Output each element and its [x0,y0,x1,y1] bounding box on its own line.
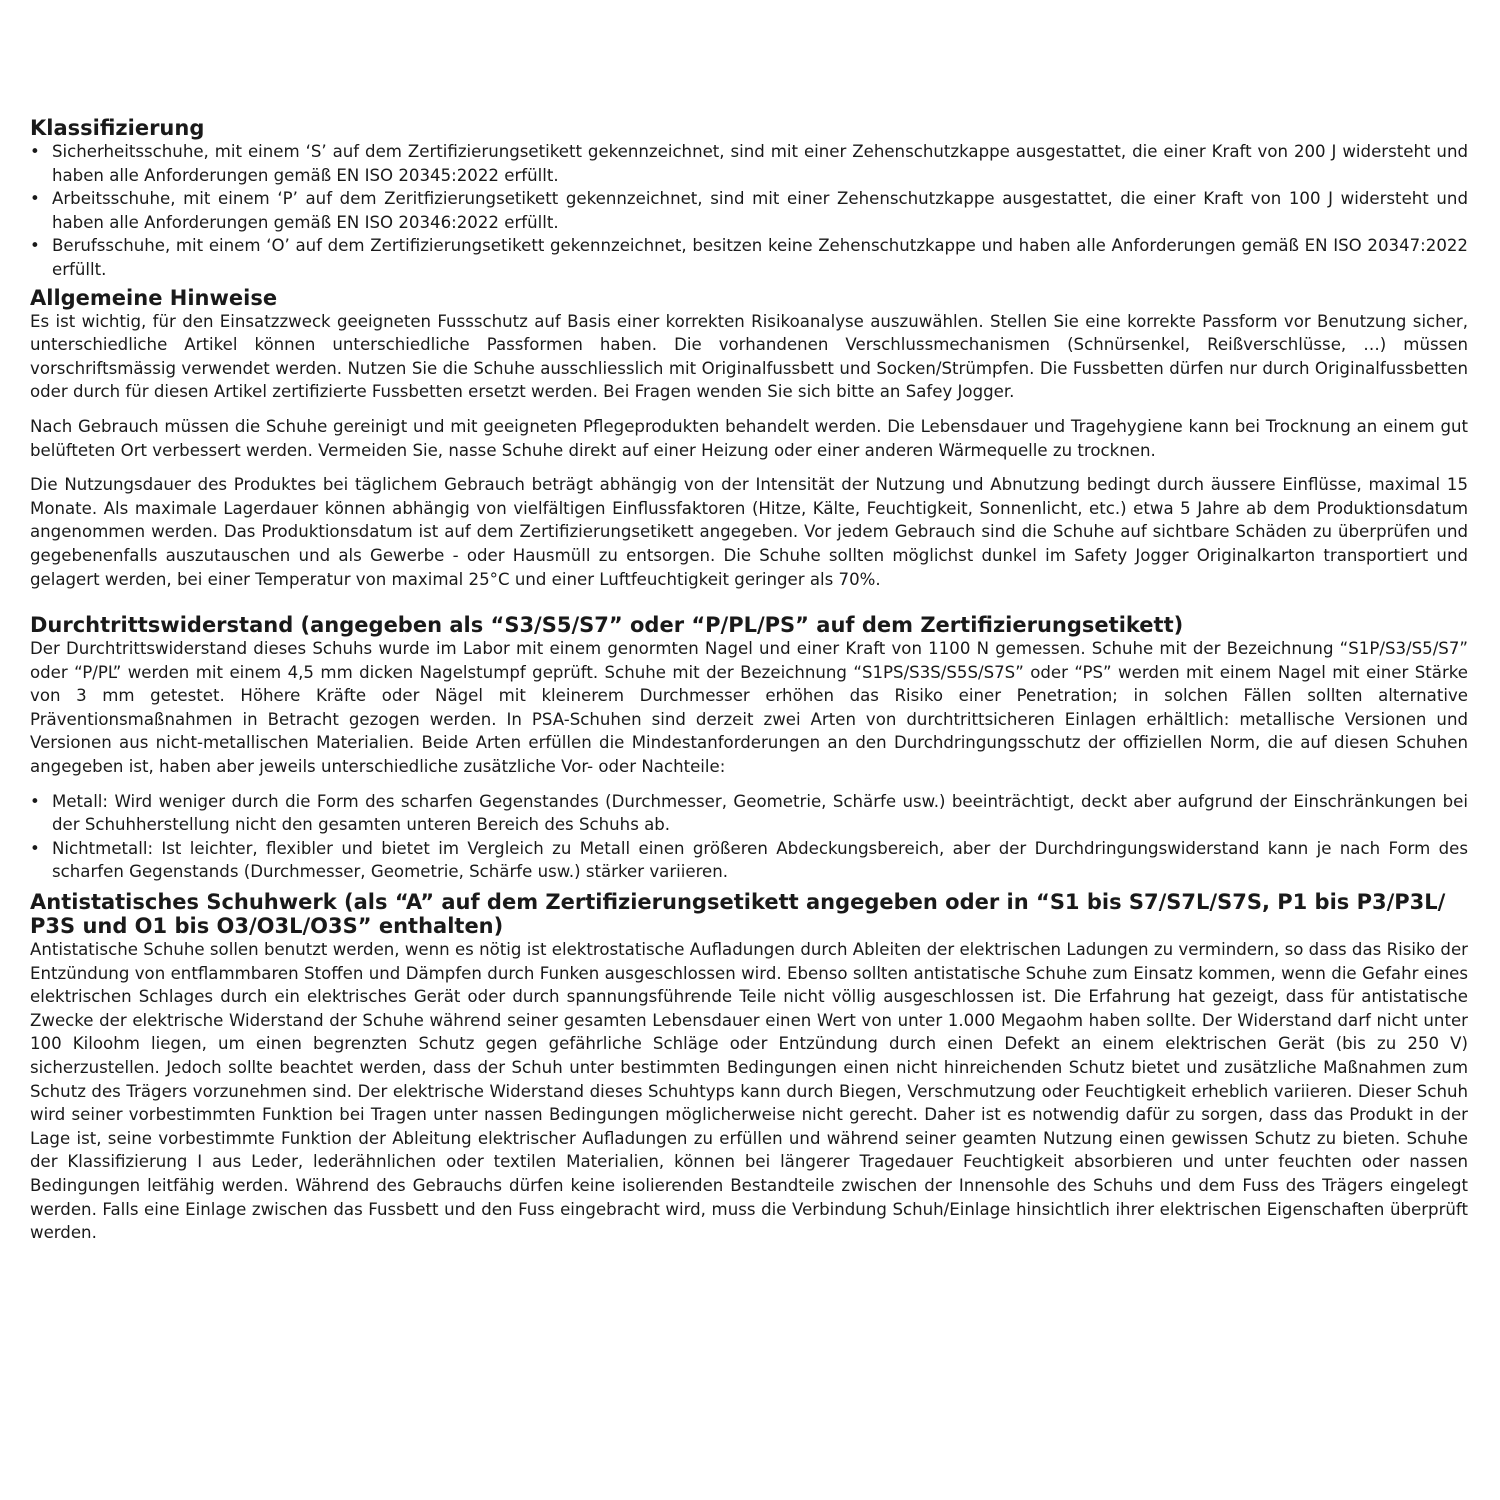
bullet-icon: • [30,791,40,811]
list-item [30,234,1468,281]
penetration-section [30,613,1468,884]
classification-list [30,140,1468,282]
penetration-heading: Durchtrittswiderstand (angegeben als “S3/S5/S7” oder “P/PL/PS” auf dem Zertifizierungsetikett) [30,613,1184,638]
list-item [30,790,1468,837]
general-notes-section [30,286,1468,592]
general-paragraph: Die Nutzungsdauer des Produktes bei täglichem Gebrauch beträgt abhängig von der Intensität der Nutzung und Abnutzung bedingt durch äussere Einflüsse, maximal 15 Monate. Als maximale Lagerdauer können abhängig von vielfältigen Einflussfaktoren (Hitze, Kälte, Feuchtigkeit, Sonnenlicht, etc.) etwa 5 Jahre ab dem Produktionsdatum angenommen werden. Das Produktionsdatum ist auf dem Zertifizierungsetikett angegeben. Vor jedem Gebrauch sind die Schuhe auf sichtbare Schäden zu überprüfen und gegebenenfalls auszutauschen und als Gewerbe - oder Hausmüll zu entsorgen. Die Schuhe sollten möglichst dunkel im Safety Jogger Originalkarton transportiert und gelagert werden, bei einer Temperatur von maximal 25°C und einer Luftfeuchtigkeit geringer als 70%. [30,475,1468,589]
document-page [30,116,1468,1245]
bullet-icon: • [30,838,40,858]
antistatic-section [30,890,1468,1245]
antistatic-paragraph: Antistatische Schuhe sollen benutzt werden, wenn es nötig ist elektrostatische Aufladungen durch Ableiten der elektrischen Ladungen zu vermindern, so dass das Risiko der Entzündung von entflammbaren Stoffen und Dämpfen durch Funken ausgeschlossen wird. Ebenso sollten antistatische Schuhe zum Einsatz kommen, wenn die Gefahr eines elektrischen Schlages durch ein elektrisches Gerät oder durch spannungsführende Teile nicht völlig ausgeschlossen ist. Die Erfahrung hat gezeigt, dass für antistatische Zwecke der elektrische Widerstand der Schuhe während seiner gesamten Lebensdauer einen Wert von unter 1.000 Megaohm haben sollte. Der Widerstand darf nicht unter 100 Kiloohm liegen, um einen begrenzten Schutz gegen gefährliche Schläge oder Entzündung durch einen Defekt an einem elektrischen Gerät (bis zu 250 V) sicherzustellen. Jedoch sollte beachtet werden, dass der Schuh unter bestimmten Bedingungen einen nicht hinreichenden Schutz bietet und zusätzliche Maßnahmen zum Schutz des Trägers vorzunehmen sind. Der elektrische Widerstand dieses Schuhtyps kann durch Biegen, Verschmutzung oder Feuchtigkeit erheblich variieren. Dieser Schuh wird seiner vorbestimmten Funktion bei Tragen unter nassen Bedingungen möglicherweise nicht gerecht. Daher ist es notwendig dafür zu sorgen, dass das Produkt in der Lage ist, seine vorbestimmte Funktion der Ableitung elektrischer Aufladungen zu erfüllen und während seiner geamten Nutzung einen gewissen Schutz zu bieten. Schuhe der Klassifizierung I aus Leder, lederähnlichen oder textilen Materialien, können bei längerer Tragedauer Feuchtigkeit absorbieren und unter feuchten oder nassen Bedingungen leitfähig werden. Während des Gebrauchs dürfen keine isolierenden Bestandteile zwischen der Innensohle des Schuhs und dem Fuss des Trägers eingelegt werden. Falls eine Einlage zwischen das Fussbett und den Fuss eingebracht wird, muss die Verbindung Schuh/Einlage hinsichtlich ihrer elektrischen Eigenschaften überprüft werden. [30,940,1468,1243]
list-item-text: Metall: Wird weniger durch die Form des scharfen Gegenstandes (Durchmesser, Geometrie, Schärfe usw.) beeinträchtigt, deckt aber aufgrund der Einschränkungen bei der Schuhherstellung nicht den gesamten unteren Bereich des Schuhs ab. [52,791,1468,835]
classification-heading: Klassifizierung [30,116,205,140]
bullet-icon: • [30,236,40,256]
list-item-text: Berufsschuhe, mit einem ‘O’ auf dem Zertifizierungsetikett gekennzeichnet, besitzen keine Zehenschutzkappe und haben alle Anforderungen gemäß EN ISO 20347:2022 erfüllt. [52,236,1468,279]
general-paragraph: Nach Gebrauch müssen die Schuhe gereinigt und mit geeigneten Pflegeprodukten behandelt werden. Die Lebensdauer und Tragehygiene kann bei Trocknung an einem gut belüfteten Ort verbessert werden. Vermeiden Sie, nasse Schuhe direkt auf einer Heizung oder einer anderen Wärmequelle zu trocknen. [30,416,1468,460]
list-item-text: Arbeitsschuhe, mit einem ‘P’ auf dem Zeritfizierungsetikett gekennzeichnet, sind mit einer Zehenschutzkappe ausgestattet, die einer Kraft von 100 J widersteht und haben alle Anforderungen gemäß EN ISO 20346:2022 erfüllt. [52,189,1468,232]
penetration-list [30,790,1468,884]
classification-section [30,116,1468,282]
list-item-text: Sicherheitsschuhe, mit einem ‘S’ auf dem Zertifizierungsetikett gekennzeichnet, sind mit einer Zehenschutzkappe ausgestattet, die einer Kraft von 200 J widersteht und haben alle Anforderungen gemäß EN ISO 20345:2022 erfüllt. [52,142,1468,185]
list-item-text: Nichtmetall: Ist leichter, flexibler und bietet im Vergleich zu Metall einen größeren Abdeckungsbereich, aber der Durchdringungswiderstand kann je nach Form des scharfen Gegenstands (Durchmesser, Geometrie, Schärfe usw.) stärker variieren. [52,838,1468,882]
bullet-icon: • [30,142,40,161]
penetration-paragraph: Der Durchtrittswiderstand dieses Schuhs wurde im Labor mit einem genormten Nagel und einer Kraft von 1100 N gemessen. Schuhe mit der Bezeichnung “S1P/S3/S5/S7” oder “P/PL” werden mit einem 4,5 mm dicken Nagelstumpf geprüft. Schuhe mit der Bezeichnung “S1PS/S3S/S5S/S7S” oder “PS” werden mit einem Nagel mit einer Stärke von 3 mm getestet. Höhere Kräfte oder Nägel mit kleinerem Durchmesser erhöhen das Risiko einer Penetration; in solchen Fällen sollten alternative Präventionsmaßnahmen in Betracht gezogen werden. In PSA-Schuhen sind derzeit zwei Arten von durchtrittsicheren Einlagen erhältlich: metallische Versionen und Versionen aus nicht-metallischen Materialien. Beide Arten erfüllen die Mindestanforderungen an den Durchdringungsschutz der offiziellen Norm, die auf diesen Schuhen angegeben ist, haben aber jeweils unterschiedliche zusätzliche Vor- oder Nachteile: [30,639,1468,777]
bullet-icon: • [30,189,40,209]
list-item [30,187,1468,234]
list-item [30,140,1468,187]
general-paragraph: Es ist wichtig, für den Einsatzzweck geeigneten Fussschutz auf Basis einer korrekten Risikoanalyse auszuwählen. Stellen Sie eine korrekte Passform vor Benutzung sicher, unterschiedliche Artikel können unterschiedliche Passformen haben. Die vorhandenen Verschlussmechanismen (Schnürsenkel, Reißverschlüsse, …) müssen vorschriftsmässig verwendet werden. Nutzen Sie die Schuhe ausschliesslich mit Originalfussbett und Socken/Strümpfen. Die Fussbetten dürfen nur durch Originalfussbetten oder durch für diesen Artikel zertifizierte Fussbetten ersetzt werden. Bei Fragen wenden Sie sich bitte an Safey Jogger. [30,311,1468,402]
antistatic-heading: Antistatisches Schuhwerk (als “A” auf dem Zertifizierungsetikett angegeben oder in “S1 bis S7/S7L/S7S, P1 bis P3/P3L/ P3S und O1 bis O3/O3L/O3S” enthalten) [30,890,1446,939]
list-item [30,837,1468,884]
general-notes-heading: Allgemeine Hinweise [30,285,278,310]
